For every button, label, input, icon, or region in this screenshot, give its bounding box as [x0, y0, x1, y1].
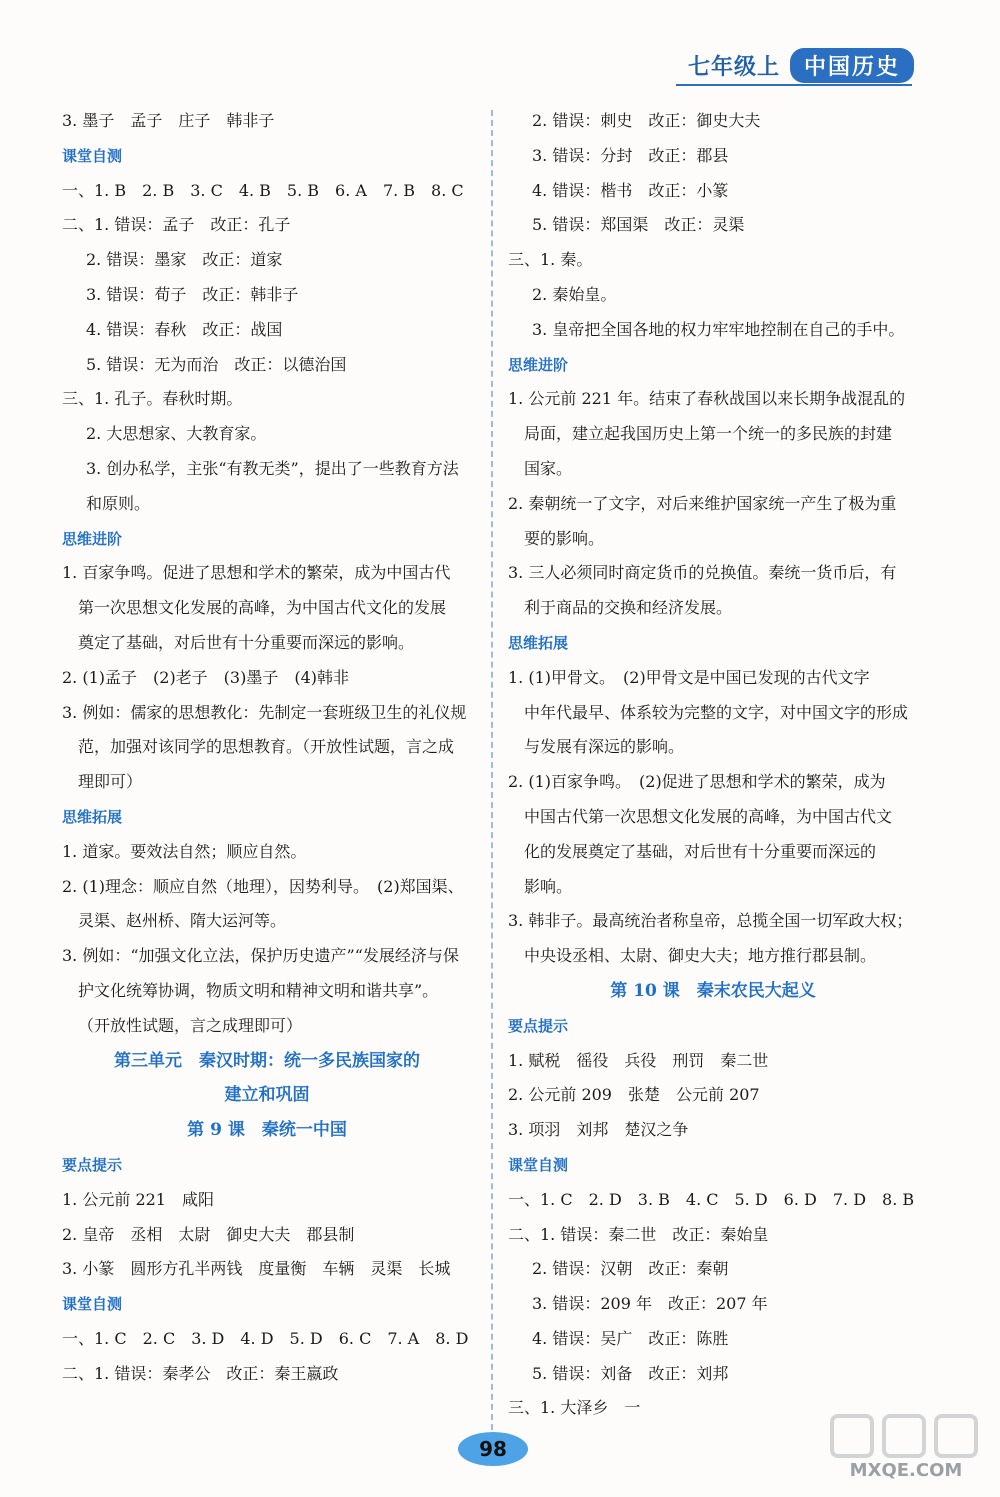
text-line: 3. 皇帝把全国各地的权力牢牢地控制在自己的手中。	[532, 319, 905, 339]
text-line: 4. 错误：吴广 改正：陈胜	[532, 1328, 729, 1348]
section-heading: 课堂自测	[508, 1155, 569, 1174]
text-line: 和原则。	[86, 493, 151, 513]
text-line: 2. 皇帝 丞相 太尉 御史大夫 郡县制	[62, 1224, 355, 1244]
text-line: 护文化统筹协调，物质文明和精神文明和谐共享”。	[78, 980, 439, 1000]
text-line: 中央设丞相、太尉、御史大夫；地方推行郡县制。	[524, 946, 877, 966]
section-heading: 思维拓展	[508, 633, 569, 652]
text-line: 1. (1)甲骨文。 (2)甲骨文是中国已发现的古代文字	[508, 667, 870, 687]
text-line: 2. 秦始皇。	[532, 284, 617, 304]
text-line: 4. 错误：春秋 改正：战国	[86, 319, 283, 339]
text-line: 奠定了基础，对后世有十分重要而深远的影响。	[78, 632, 415, 652]
text-line: 2. 大思想家、大教育家。	[86, 424, 267, 444]
section-heading: 思维进阶	[62, 529, 123, 548]
text-line: 国家。	[524, 458, 573, 478]
text-line: 2. 错误：墨家 改正：道家	[86, 250, 283, 270]
lesson-title: 第 9 课 秦统一中国	[187, 1120, 347, 1141]
text-line: 理即可）	[78, 772, 143, 792]
text-line: 3. 三人必须同时商定货币的兑换值。秦统一货币后，有	[508, 563, 897, 583]
watermark-text: MXQE.COM	[849, 1460, 963, 1481]
text-line: 二、1. 错误：秦孝公 改正：秦王嬴政	[62, 1363, 339, 1383]
page-number: 98	[458, 1432, 528, 1466]
section-heading: 要点提示	[62, 1155, 123, 1174]
text-line: 一、1. C 2. C 3. D 4. D 5. D 6. C 7. A 8. D	[62, 1328, 469, 1348]
text-line: 3. 例如：“加强文化立法，保护历史遗产”“发展经济与保	[62, 946, 459, 966]
text-line: 3. 项羽 刘邦 楚汉之争	[508, 1120, 689, 1140]
section-heading: 思维进阶	[508, 355, 569, 374]
text-line: 二、1. 错误：孟子 改正：孔子	[62, 215, 291, 235]
text-line: 2. (1)理念：顺应自然（地理），因势利导。 (2)郑国渠、	[62, 876, 464, 896]
text-line: 2. (1)孟子 (2)老子 (3)墨子 (4)韩非	[62, 667, 350, 687]
text-line: 3. 韩非子。最高统治者称皇帝，总揽全国一切军政大权；	[508, 911, 913, 931]
text-line: 2. 公元前 209 张楚 公元前 207	[508, 1085, 760, 1105]
text-line: 第一次思想文化发展的高峰，为中国古代文化的发展	[78, 598, 447, 618]
text-line: 二、1. 错误：秦二世 改正：秦始皇	[508, 1224, 769, 1244]
section-heading: 要点提示	[508, 1016, 569, 1035]
left-column	[62, 104, 472, 1391]
text-line: 1. 百家争鸣。促进了思想和学术的繁荣，成为中国古代	[62, 563, 451, 583]
header-rule	[676, 84, 912, 86]
text-line: 利于商品的交换和经济发展。	[524, 598, 733, 618]
text-line: 5. 错误：刘备 改正：刘邦	[532, 1363, 729, 1383]
text-line: 3. 墨子 孟子 庄子 韩非子	[62, 111, 275, 130]
section-heading: 思维拓展	[62, 807, 123, 826]
text-line: 局面，建立起我国历史上第一个统一的多民族的封建	[524, 424, 893, 444]
column-divider	[491, 110, 493, 1440]
text-line: 2. (1)百家争鸣。 (2)促进了思想和学术的繁荣，成为	[508, 772, 886, 792]
text-line: 化的发展奠定了基础，对后世有十分重要而深远的	[524, 841, 877, 861]
text-line: 3. 小篆 圆形方孔半两钱 度量衡 车辆 灵渠 长城	[62, 1259, 451, 1279]
lesson-title: 第 10 课 秦末农民大起义	[610, 980, 816, 1001]
text-line: 三、1. 大泽乡 一	[508, 1398, 641, 1418]
text-line: 要的影响。	[524, 528, 605, 548]
text-line: 3. 错误：分封 改正：郡县	[532, 145, 729, 165]
text-line: 3. 错误：209 年 改正：207 年	[532, 1294, 768, 1314]
unit-title: 建立和巩固	[224, 1085, 310, 1106]
text-line: 3. 例如：儒家的思想教化：先制定一套班级卫生的礼仪规	[62, 702, 467, 722]
text-line: 5. 错误：郑国渠 改正：灵渠	[532, 215, 745, 235]
text-line: （开放性试题，言之成理即可）	[78, 1015, 303, 1035]
text-line: 4. 错误：楷书 改正：小篆	[532, 180, 729, 200]
text-line: 1. 公元前 221 年。结束了春秋战国以来长期争战混乱的	[508, 389, 906, 409]
right-column	[508, 104, 918, 1426]
text-line: 5. 错误：无为而治 改正：以德治国	[86, 354, 347, 374]
text-line: 2. 错误：汉朝 改正：秦朝	[532, 1259, 729, 1279]
text-line: 3. 错误：荀子 改正：韩非子	[86, 284, 299, 304]
text-line: 1. 公元前 221 咸阳	[62, 1189, 214, 1209]
text-line: 一、1. C 2. D 3. B 4. C 5. D 6. D 7. D 8. B	[508, 1189, 915, 1209]
text-line: 1. 赋税 徭役 兵役 刑罚 秦二世	[508, 1050, 769, 1070]
text-line: 三、1. 秦。	[508, 250, 593, 270]
text-line: 与发展有深远的影响。	[524, 737, 685, 757]
text-line: 3. 创办私学，主张“有教无类”，提出了一些教育方法	[86, 458, 459, 478]
grade-label: 七年级上	[687, 54, 780, 80]
text-line: 中年代最早、体系较为完整的文字，对中国文字的形成	[524, 702, 909, 722]
text-line: 2. 错误：刺史 改正：御史大夫	[532, 111, 761, 130]
text-line: 1. 道家。要效法自然；顺应自然。	[62, 841, 307, 861]
subject-badge: 中国历史	[790, 48, 914, 83]
section-heading: 课堂自测	[62, 146, 123, 165]
text-line: 2. 秦朝统一了文字，对后来维护国家统一产生了极为重	[508, 493, 897, 513]
text-line: 一、1. B 2. B 3. C 4. B 5. B 6. A 7. B 8. C	[62, 180, 464, 200]
text-line: 三、1. 孔子。春秋时期。	[62, 389, 243, 409]
page-header	[688, 48, 914, 83]
unit-title: 第三单元 秦汉时期：统一多民族国家的	[114, 1050, 420, 1071]
text-line: 灵渠、赵州桥、隋大运河等。	[78, 911, 287, 931]
text-line: 范，加强对该同学的思想教育。（开放性试题，言之成	[78, 737, 455, 757]
text-line: 中国古代第一次思想文化发展的高峰，为中国古代文	[524, 806, 893, 826]
text-line: 影响。	[524, 876, 573, 896]
section-heading: 课堂自测	[62, 1295, 123, 1314]
